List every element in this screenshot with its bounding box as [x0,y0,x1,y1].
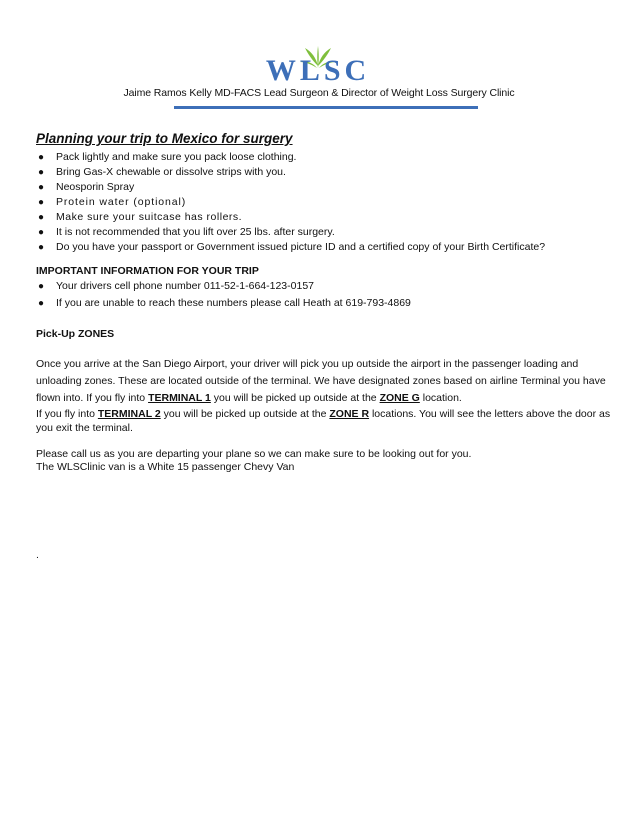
list-item [36,150,616,165]
planning-list [36,150,616,255]
closing-line-1: Please call us as you are departing your plane so we can make sure to be looking out for you. [36,448,472,460]
list-item [36,296,616,311]
list-item-text: Make sure your suitcase has rollers. [56,211,243,223]
section-title: Planning your trip to Mexico for surgery [36,131,293,146]
list-item-text: Pack lightly and make sure you pack loose clothing. [56,151,297,163]
document-body [36,131,616,474]
terminal-1-label: TERMINAL 1 [148,392,211,404]
bullet-icon: ● [38,298,45,309]
wlsc-logo [248,40,388,84]
bullet-icon: ● [38,242,45,253]
list-item [36,165,616,180]
pickup-text: Once you arrive at the San Diego Airport, your driver will pick you up outside the airport in the passenger loading and unloading zones. These are located outside of the terminal. We have designated zones based on airline Terminal you have flown into. If you fly into [36,358,606,404]
zone-r-label: ZONE R [329,408,370,420]
pickup-text: location. [419,392,462,404]
important-heading: IMPORTANT INFORMATION FOR YOUR TRIP [36,265,259,277]
list-item-text: Neosporin Spray [56,181,135,193]
logo-wordmark: WLSC [265,54,371,84]
bullet-icon: ● [38,281,45,292]
bullet-icon: ● [38,212,45,223]
bullet-icon: ● [38,182,45,193]
bullet-icon: ● [38,227,45,238]
list-item-text: Your drivers cell phone number 011-52-1-664-123-0157 [56,280,314,292]
pickup-heading: Pick-Up ZONES [36,328,115,340]
pickup-text: If you fly into [36,408,98,420]
list-item [36,279,616,294]
footer-mark: . [36,549,39,561]
pickup-text: locations. You will see the letters above the door as you exit the terminal. [36,408,611,434]
header-rule [174,106,478,109]
important-list [36,279,616,311]
pickup-paragraph-2 [36,407,616,435]
list-item-text: It is not recommended that you lift over 25 lbs. after surgery. [56,226,335,238]
list-item [36,210,616,225]
pickup-text: you will be picked up outside at the [160,408,330,420]
closing-line-2: The WLSClinic van is a White 15 passenger Chevy Van [36,461,295,473]
zone-g-label: ZONE G [379,392,420,404]
bullet-icon: ● [38,197,45,208]
list-item-text: Bring Gas-X chewable or dissolve strips with you. [56,166,286,178]
header-subtitle: Jaime Ramos Kelly MD-FACS Lead Surgeon & Director of Weight Loss Surgery Clinic [123,87,515,99]
terminal-2-label: TERMINAL 2 [97,408,161,420]
bullet-icon: ● [38,167,45,178]
list-item-text: Do you have your passport or Government issued picture ID and a certified copy of your Birth Certificate? [56,241,546,253]
pickup-paragraph [36,356,616,407]
list-item [36,180,616,195]
bullet-icon: ● [38,152,45,163]
list-item [36,240,616,255]
list-item-text: Protein water (optional) [56,196,187,208]
pickup-text: you will be picked up outside at the [210,392,380,404]
list-item [36,225,616,240]
logo-graphic [248,40,388,84]
list-item [36,195,616,210]
list-item-text: If you are unable to reach these numbers please call Heath at 619-793-4869 [56,297,411,309]
